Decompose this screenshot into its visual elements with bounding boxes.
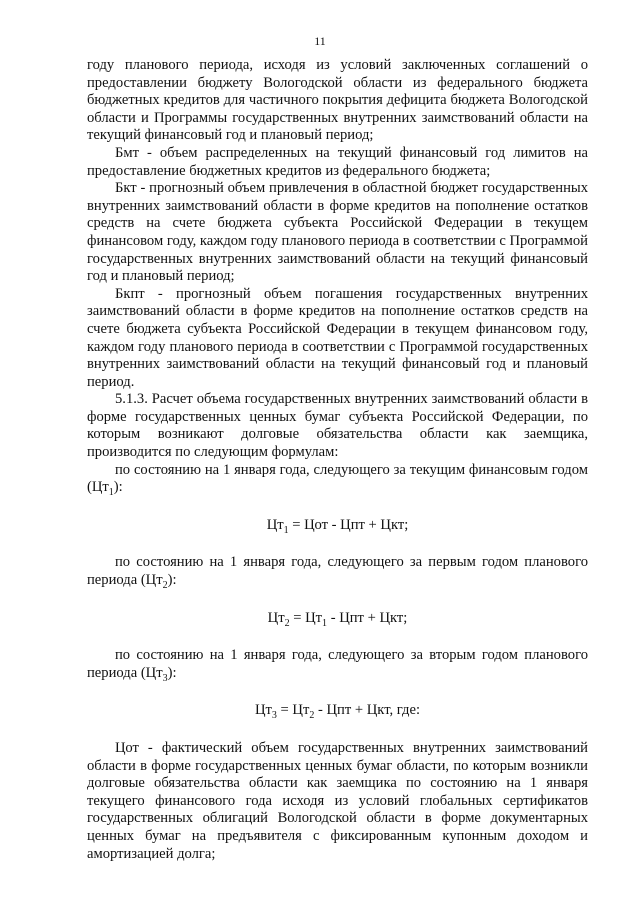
formula-lhs: Цт [267, 609, 285, 626]
paragraph-bkpt-definition: Бкпт - прогнозный объем погашения государственных внутренних заимствований области в форме кредитов на пополнение остатков средств на счете бюджета субъекта Российской Федерации в текущем финансовом году, каждом году планового периода в соответствии с Программой государственных внутренних заимствований области на текущий финансовый год и плановый период. [87, 285, 588, 390]
formula-rhs: - Цпт + Цкт; [327, 609, 408, 626]
condition-subscript: 3 [162, 672, 168, 684]
page-number: 11 [314, 34, 326, 48]
formula-ct3 [87, 702, 588, 720]
formula-lhs: Цт [254, 702, 272, 719]
condition-text: по состоянию на 1 января года, следующего за первым годом планового периода (Цт [87, 554, 588, 589]
formula-rhs: = Цот - Цпт + Цкт; [288, 516, 409, 533]
paragraph-second-year-condition [87, 554, 588, 589]
formula-mid: = Цт [276, 702, 310, 719]
formula-lhs-subscript: 2 [284, 617, 290, 629]
condition-subscript: 2 [162, 579, 168, 591]
condition-text: по состоянию на 1 января года, следующего за текущим финансовым годом (Цт [87, 461, 588, 496]
formula-lhs-subscript: 3 [271, 710, 277, 722]
condition-subscript: 1 [108, 487, 114, 499]
paragraph-bmt-definition: Бмт - объем распределенных на текущий финансовый год лимитов на предоставление бюджетных кредитов из федерального бюджета; [87, 144, 588, 179]
condition-end: ): [113, 479, 123, 496]
paragraph-bkt-definition: Бкт - прогнозный объем привлечения в областной бюджет государственных внутренних заимствований области в форме кредитов на пополнение остатков средств на счете бюджета субъекта Российской Федерации в текущем финансовом году, каждом году планового периода в соответствии с Программой государственных внутренних заимствований области на текущий финансовый год и плановый период; [87, 180, 588, 285]
document-body [87, 57, 588, 863]
formula-mid-subscript: 2 [309, 710, 315, 722]
formula-lhs: Цт [266, 516, 284, 533]
condition-end: ): [167, 572, 177, 589]
formula-ct1 [87, 517, 588, 535]
condition-text: по состоянию на 1 января года, следующего за вторым годом планового периода (Цт [87, 647, 588, 681]
formula-lhs-subscript: 1 [283, 524, 289, 536]
formula-mid: = Цт [289, 609, 323, 626]
formula-rhs: - Цпт + Цкт, где: [314, 702, 420, 719]
formula-mid-subscript: 1 [322, 617, 328, 629]
paragraph-section-5-1-3: 5.1.3. Расчет объема государственных внутренних заимствований области в форме государственных ценных бумаг субъекта Российской Федерации, по которым возникают долговые обязательства области как заемщика, производится по следующим формулам: [87, 391, 588, 461]
paragraph-continuation: году планового периода, исходя из условий заключенных соглашений о предоставлении бюджету Вологодской области из федерального бюджета бюджетных кредитов для частичного покрытия дефицита бюджета Вологодской области и Программы государственных внутренних заимствований области на текущий финансовый год и плановый период; [87, 57, 588, 144]
condition-end: ): [167, 664, 177, 681]
paragraph-first-year-condition [87, 462, 588, 497]
paragraph-third-year-condition [87, 647, 588, 682]
paragraph-cot-definition: Цот - фактический объем государственных внутренних заимствований области в форме государственных ценных бумаг области, по которым возникли долговые обязательства области как заемщика по состоянию на 1 января текущего финансового года исходя из условий глобальных сертификатов государственных облигаций Вологодской области в форме документарных ценных бумаг на предъявителя с фиксированным купонным доходом и амортизацией долга; [87, 740, 588, 862]
formula-ct2 [87, 610, 588, 628]
